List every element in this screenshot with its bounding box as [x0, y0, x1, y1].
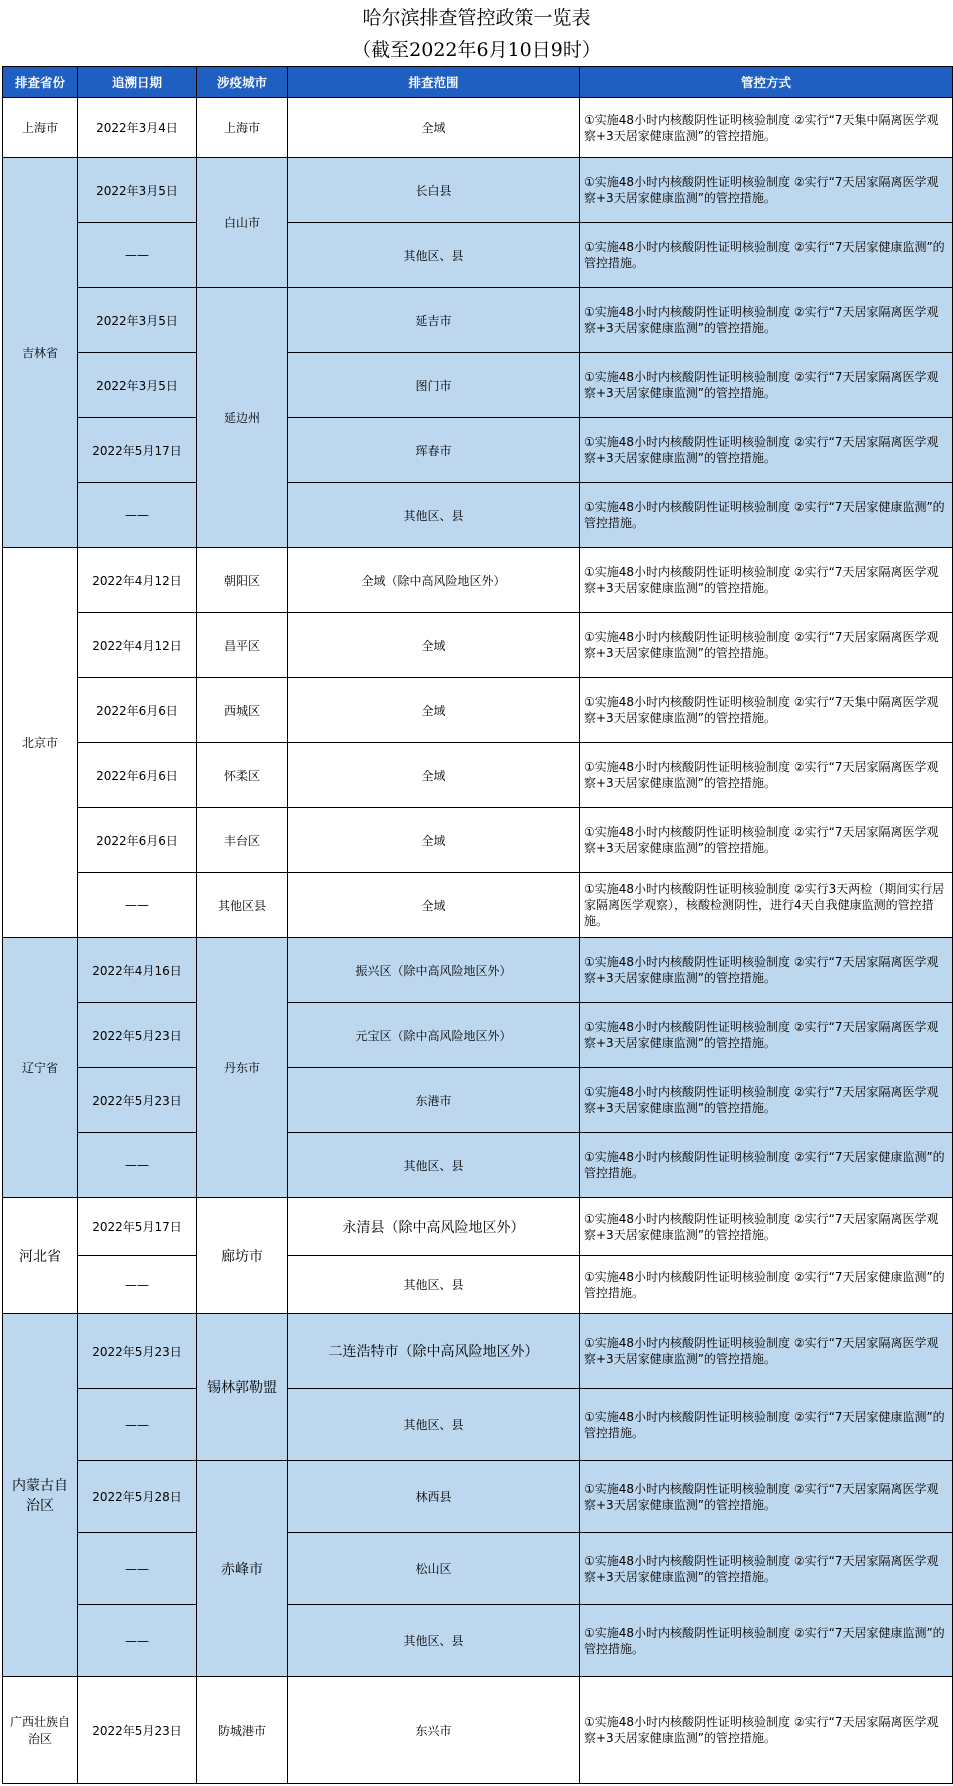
table-row: [3, 808, 953, 873]
table-row: [3, 1198, 953, 1256]
table-row: [3, 288, 953, 353]
date-cell: 2022年6月6日: [78, 678, 197, 743]
table-row: [3, 418, 953, 483]
header-scope: 排查范围: [288, 67, 580, 98]
province-cell: 河北省: [3, 1198, 78, 1314]
method-cell: ①实施48小时内核酸阴性证明核验制度 ②实行“7天居家隔离医学观察+3天居家健康监测”的管控措施。: [580, 288, 953, 353]
province-cell: 吉林省: [3, 158, 78, 548]
province-cell: 内蒙古自治区: [3, 1314, 78, 1677]
method-cell: ①实施48小时内核酸阴性证明核验制度 ②实行“7天居家隔离医学观察+3天居家健康监测”的管控措施。: [580, 418, 953, 483]
method-cell: ①实施48小时内核酸阴性证明核验制度 ②实行“7天居家隔离医学观察+3天居家健康监测”的管控措施。: [580, 1677, 953, 1784]
date-cell: ——: [78, 483, 197, 548]
city-cell: 丹东市: [197, 938, 288, 1198]
date-cell: ——: [78, 1605, 197, 1677]
scope-cell: 其他区、县: [288, 223, 580, 288]
date-cell: ——: [78, 1533, 197, 1605]
table-row: [3, 1605, 953, 1677]
city-cell: 丰台区: [197, 808, 288, 873]
scope-cell: 二连浩特市（除中高风险地区外）: [288, 1314, 580, 1389]
scope-cell: 全域: [288, 98, 580, 158]
city-cell: 延边州: [197, 288, 288, 548]
city-cell: 锡林郭勒盟: [197, 1314, 288, 1461]
date-cell: 2022年3月4日: [78, 98, 197, 158]
method-cell: ①实施48小时内核酸阴性证明核验制度 ②实行“7天居家隔离医学观察+3天居家健康监测”的管控措施。: [580, 808, 953, 873]
method-cell: ①实施48小时内核酸阴性证明核验制度 ②实行“7天集中隔离医学观察+3天居家健康监测”的管控措施。: [580, 98, 953, 158]
date-cell: ——: [78, 1133, 197, 1198]
table-row: [3, 1533, 953, 1605]
city-cell: 廊坊市: [197, 1198, 288, 1314]
method-cell: ①实施48小时内核酸阴性证明核验制度 ②实行“7天居家健康监测”的管控措施。: [580, 1605, 953, 1677]
date-cell: 2022年3月5日: [78, 353, 197, 418]
scope-cell: 振兴区（除中高风险地区外）: [288, 938, 580, 1003]
city-cell: 防城港市: [197, 1677, 288, 1784]
header-method: 管控方式: [580, 67, 953, 98]
method-cell: ①实施48小时内核酸阴性证明核验制度 ②实行“7天居家隔离医学观察+3天居家健康监测”的管控措施。: [580, 1198, 953, 1256]
date-cell: 2022年4月16日: [78, 938, 197, 1003]
scope-cell: 其他区、县: [288, 1256, 580, 1314]
table-row: [3, 1314, 953, 1389]
method-cell: ①实施48小时内核酸阴性证明核验制度 ②实行“7天居家隔离医学观察+3天居家健康监测”的管控措施。: [580, 938, 953, 1003]
date-cell: 2022年5月17日: [78, 418, 197, 483]
page-subtitle: （截至2022年6月10日9时）: [352, 39, 601, 61]
scope-cell: 全域: [288, 678, 580, 743]
date-cell: 2022年3月5日: [78, 288, 197, 353]
city-cell: 朝阳区: [197, 548, 288, 613]
method-cell: ①实施48小时内核酸阴性证明核验制度 ②实行“7天居家隔离医学观察+3天居家健康监测”的管控措施。: [580, 158, 953, 223]
city-cell: 上海市: [197, 98, 288, 158]
table-row: [3, 548, 953, 613]
date-cell: ——: [78, 223, 197, 288]
table-row: [3, 1677, 953, 1784]
scope-cell: 图门市: [288, 353, 580, 418]
scope-cell: 永清县（除中高风险地区外）: [288, 1198, 580, 1256]
table-row: [3, 1068, 953, 1133]
date-cell: ——: [78, 873, 197, 938]
scope-cell: 全域: [288, 808, 580, 873]
scope-cell: 全域（除中高风险地区外）: [288, 548, 580, 613]
city-cell: 其他区县: [197, 873, 288, 938]
scope-cell: 全域: [288, 743, 580, 808]
table-row: [3, 678, 953, 743]
table-row: [3, 158, 953, 223]
method-cell: ①实施48小时内核酸阴性证明核验制度 ②实行“7天居家隔离医学观察+3天居家健康监测”的管控措施。: [580, 743, 953, 808]
scope-cell: 松山区: [288, 1533, 580, 1605]
scope-cell: 珲春市: [288, 418, 580, 483]
table-row: [3, 743, 953, 808]
scope-cell: 其他区、县: [288, 1605, 580, 1677]
date-cell: 2022年3月5日: [78, 158, 197, 223]
header-city: 涉疫城市: [197, 67, 288, 98]
date-cell: 2022年5月23日: [78, 1314, 197, 1389]
table-row: [3, 353, 953, 418]
method-cell: ①实施48小时内核酸阴性证明核验制度 ②实行“7天居家隔离医学观察+3天居家健康监测”的管控措施。: [580, 353, 953, 418]
table-header-row: [3, 67, 953, 98]
city-cell: 赤峰市: [197, 1461, 288, 1677]
scope-cell: 东港市: [288, 1068, 580, 1133]
date-cell: 2022年5月17日: [78, 1198, 197, 1256]
table-row: [3, 1133, 953, 1198]
scope-cell: 全域: [288, 873, 580, 938]
province-cell: 广西壮族自治区: [3, 1677, 78, 1784]
method-cell: ①实施48小时内核酸阴性证明核验制度 ②实行“7天居家隔离医学观察+3天居家健康监测”的管控措施。: [580, 613, 953, 678]
method-cell: ①实施48小时内核酸阴性证明核验制度 ②实行“7天居家隔离医学观察+3天居家健康监测”的管控措施。: [580, 1003, 953, 1068]
method-cell: ①实施48小时内核酸阴性证明核验制度 ②实行“7天居家隔离医学观察+3天居家健康监测”的管控措施。: [580, 1533, 953, 1605]
policy-table: [2, 66, 953, 1784]
city-cell: 怀柔区: [197, 743, 288, 808]
date-cell: 2022年4月12日: [78, 548, 197, 613]
table-row: [3, 98, 953, 158]
table-row: [3, 1003, 953, 1068]
province-cell: 北京市: [3, 548, 78, 938]
method-cell: ①实施48小时内核酸阴性证明核验制度 ②实行“7天居家健康监测”的管控措施。: [580, 1133, 953, 1198]
date-cell: 2022年6月6日: [78, 808, 197, 873]
province-cell: 上海市: [3, 98, 78, 158]
header-province: 排查省份: [3, 67, 78, 98]
method-cell: ①实施48小时内核酸阴性证明核验制度 ②实行3天两检（期间实行居家隔离医学观察），核酸检测阴性，进行4天自我健康监测的管控措施。: [580, 873, 953, 938]
method-cell: ①实施48小时内核酸阴性证明核验制度 ②实行“7天居家健康监测”的管控措施。: [580, 483, 953, 548]
scope-cell: 林西县: [288, 1461, 580, 1533]
method-cell: ①实施48小时内核酸阴性证明核验制度 ②实行“7天居家隔离医学观察+3天居家健康监测”的管控措施。: [580, 1461, 953, 1533]
city-cell: 昌平区: [197, 613, 288, 678]
city-cell: 白山市: [197, 158, 288, 288]
city-cell: 西城区: [197, 678, 288, 743]
table-row: [3, 483, 953, 548]
scope-cell: 全域: [288, 613, 580, 678]
table-row: [3, 1256, 953, 1314]
header-date: 追溯日期: [78, 67, 197, 98]
province-cell: 辽宁省: [3, 938, 78, 1198]
table-row: [3, 938, 953, 1003]
date-cell: ——: [78, 1389, 197, 1461]
table-row: [3, 223, 953, 288]
scope-cell: 长白县: [288, 158, 580, 223]
scope-cell: 元宝区（除中高风险地区外）: [288, 1003, 580, 1068]
scope-cell: 延吉市: [288, 288, 580, 353]
date-cell: ——: [78, 1256, 197, 1314]
method-cell: ①实施48小时内核酸阴性证明核验制度 ②实行“7天居家隔离医学观察+3天居家健康监测”的管控措施。: [580, 1068, 953, 1133]
table-row: [3, 613, 953, 678]
table-row: [3, 873, 953, 938]
date-cell: 2022年5月23日: [78, 1677, 197, 1784]
scope-cell: 东兴市: [288, 1677, 580, 1784]
date-cell: 2022年4月12日: [78, 613, 197, 678]
method-cell: ①实施48小时内核酸阴性证明核验制度 ②实行“7天居家健康监测”的管控措施。: [580, 1256, 953, 1314]
scope-cell: 其他区、县: [288, 1389, 580, 1461]
date-cell: 2022年5月23日: [78, 1068, 197, 1133]
table-row: [3, 1461, 953, 1533]
page-title: 哈尔滨排查管控政策一览表: [362, 7, 591, 29]
method-cell: ①实施48小时内核酸阴性证明核验制度 ②实行“7天居家健康监测”的管控措施。: [580, 223, 953, 288]
method-cell: ①实施48小时内核酸阴性证明核验制度 ②实行“7天居家隔离医学观察+3天居家健康监测”的管控措施。: [580, 1314, 953, 1389]
date-cell: 2022年5月23日: [78, 1003, 197, 1068]
method-cell: ①实施48小时内核酸阴性证明核验制度 ②实行“7天居家隔离医学观察+3天居家健康监测”的管控措施。: [580, 548, 953, 613]
method-cell: ①实施48小时内核酸阴性证明核验制度 ②实行“7天集中隔离医学观察+3天居家健康监测”的管控措施。: [580, 678, 953, 743]
date-cell: 2022年6月6日: [78, 743, 197, 808]
table-row: [3, 1389, 953, 1461]
scope-cell: 其他区、县: [288, 1133, 580, 1198]
method-cell: ①实施48小时内核酸阴性证明核验制度 ②实行“7天居家健康监测”的管控措施。: [580, 1389, 953, 1461]
scope-cell: 其他区、县: [288, 483, 580, 548]
date-cell: 2022年5月28日: [78, 1461, 197, 1533]
